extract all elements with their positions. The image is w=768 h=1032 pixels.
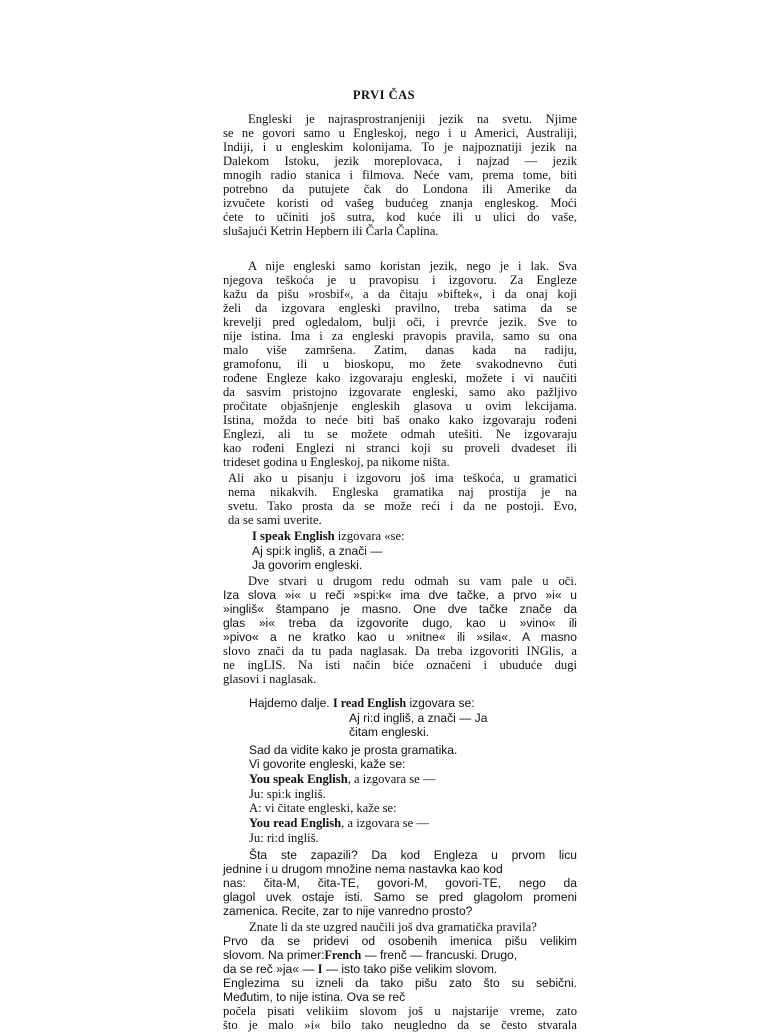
pronunciation-line: Aj spi:k ingliš, a znači — (252, 544, 383, 558)
text-line: Šta ste zapazili? Da kod Engleza u prvom licu (249, 848, 577, 862)
text-line: što je malo »i« bilo tako neugledno da se često stvarala (223, 1018, 577, 1032)
pronunciation-line: Ju: ri:d ingliš. (249, 831, 319, 845)
text-line: rođene Engleze kako izgovaraju engleski, možete i vi naučiti (223, 371, 577, 385)
text-line: kažu da pišu »rosbif«, a da čitaju »biftek«, i da onaj koji (223, 287, 577, 301)
text-line: slovo znači da tu pada naglasak. Da treba izgovoriti INGlis, a (223, 644, 577, 658)
text-line: izvučete koristi od vašeg budućeg znanja engleskog. Moći (223, 196, 577, 210)
example-line: You speak English, a izgovara se — (249, 772, 436, 786)
text-line: jednine i u drugom množine nema nastavka kao kod (223, 862, 503, 876)
text-line: A: vi čitate engleski, kaže se: (249, 801, 397, 815)
translation-line: čitam engleski. (349, 725, 429, 739)
text-line: trideset godina u Engleskoj, pa nikome ništa. (223, 455, 450, 469)
text-line: glagol uvek ostaje isti. Samo se pred glagolom promeni (223, 890, 577, 904)
pronunciation-line: Ju: spi:k ingliš. (249, 787, 326, 801)
text-line: Dve stvari u drugom redu odmah su vam pale u oči. (248, 574, 577, 588)
text-line: slovom. Na primer: French — frenč — francuski. Drugo, (223, 948, 518, 962)
text-line: ćete to učiniti još sutra, kod kuće ili u ulici do vaše, (223, 210, 577, 224)
text-line: Engleski je najrasprostranjeniji jezik na svetu. Njime (248, 112, 577, 126)
text-line: kao rođeni Englezi ni stranci koji su proveli dvadeset ili (223, 441, 577, 455)
text-line: Međutim, to nije istina. Ova se reč (223, 990, 406, 1004)
text-line: nema nikakvih. Engleska gramatika naj prostija je na (228, 485, 577, 499)
text-line: krevelji pred ogledalom, bulji oči, i prevrće jezik. Sve to (223, 315, 577, 329)
text-line: da se sami uverite. (228, 513, 322, 527)
text-line: se ne govori samo u Engleskoj, nego i u Americi, Australiji, (223, 126, 577, 140)
example-phrase: You read English (249, 816, 342, 830)
text-line: malo više zamršena. Zatim, danas kada na radiju, (223, 343, 577, 357)
text-line: ne ingLIS. Na isti način biće označeni i ubuduće dugi (223, 658, 577, 672)
example-line: Hajdemo dalje. I read English izgovara se: (249, 696, 475, 710)
text-line: glasovi i naglasak. (223, 672, 317, 686)
text-line: svetu. Tako prosta da se može reći i da ne postoji. Evo, (228, 499, 577, 513)
text-line: njegova teškoća je u pravopisu i izgovoru. Za Engleze (223, 273, 577, 287)
text-line: nije istina. Ima i za engleski pravopis pravila, samo su ona (223, 329, 577, 343)
example-phrase: You speak English (249, 772, 348, 786)
example-phrase: I read English (333, 696, 407, 710)
example-text: izgovara «se: (334, 529, 405, 543)
example-word: French (324, 948, 362, 962)
example-line (252, 530, 405, 543)
document-title: PRVI ČAS (352, 88, 416, 102)
text-line: Englezi, ali tu se možete odmah utešiti. Ne izgovaraju (223, 427, 577, 441)
text-line: želi da izgovara engleski pravilno, treba satima da se (223, 301, 577, 315)
translation-line: Ja govorim engleski. (252, 558, 363, 572)
text-line: gramofonu, ili u bioskopu, mo žete svakodnevno čuti (223, 357, 577, 371)
example-phrase: I speak English (252, 529, 335, 543)
text-line: Englezima su izneli da tako pišu zato što su sebični. (223, 976, 577, 990)
text-line: Iza slova »i« u reči »spi:k« ima dve tačke, a prvo »i« u (223, 588, 577, 602)
text-line: glas »i« treba da izgovorite dugo, kao u »vino« ili (223, 616, 577, 630)
text-line: pročitate objašnjenje engleskih glasova u ovim lekcijama. (223, 399, 577, 413)
text-line: slušajući Ketrin Hepbern ili Čarla Čaplina. (223, 224, 439, 238)
text-line: da sasvim pristojno izgovarate engleski, samo ako pažljivo (223, 385, 577, 399)
text-line: nas: čita-M, čita-TE, govori-M, govori-TE, nego da (223, 876, 577, 890)
text-line: »ingliš« štampano je masno. One dve tačke znače da (223, 602, 577, 616)
pronunciation-line: Aj ri:d ingliš, a znači — Ja (349, 711, 488, 725)
example-word: I (317, 962, 323, 976)
text-line: Prvo da se pridevi od osobenih imenica pišu velikim (223, 934, 577, 948)
text-line: Znate li da ste uzgred naučili još dva gramatička pravila? (249, 920, 537, 934)
example-line: You read English, a izgovara se — (249, 816, 429, 830)
text-line: Istina, možda to neće biti baš onako kako izgovaraju rođeni (223, 413, 577, 427)
text-line: potrebno da putujete čak do Londona ili Amerike da (223, 182, 577, 196)
text-line: Dalekom Istoku, jezik moreplovaca, i najzad — jezik (223, 154, 577, 168)
text-line: Ali ako u pisanju i izgovoru još ima teškoća, u gramatici (228, 471, 577, 485)
text-line: mnogih radio stanica i filmova. Neće vam, prema tome, biti (223, 168, 577, 182)
text-line: da se reč »ja« — I — isto tako piše velikim slovom. (223, 962, 498, 976)
text-line: Indiji, i u engleskim kolonijama. To je najpoznatiji jezik na (223, 140, 577, 154)
text-line: A nije engleski samo koristan jezik, nego je i lak. Sva (248, 259, 577, 273)
text-line: Sad da vidite kako je prosta gramatika. (249, 743, 458, 757)
text-line: »pivo« a ne kratko kao u »nitne« ili »sila«. A masno (223, 630, 577, 644)
text-line: Vi govorite engleski, kaže se: (249, 757, 406, 771)
text-line: počela pisati velikiim slovom još u najstarije vreme, zato (223, 1004, 577, 1018)
text-line: zamenica. Recite, zar to nije vanredno prosto? (223, 904, 473, 918)
